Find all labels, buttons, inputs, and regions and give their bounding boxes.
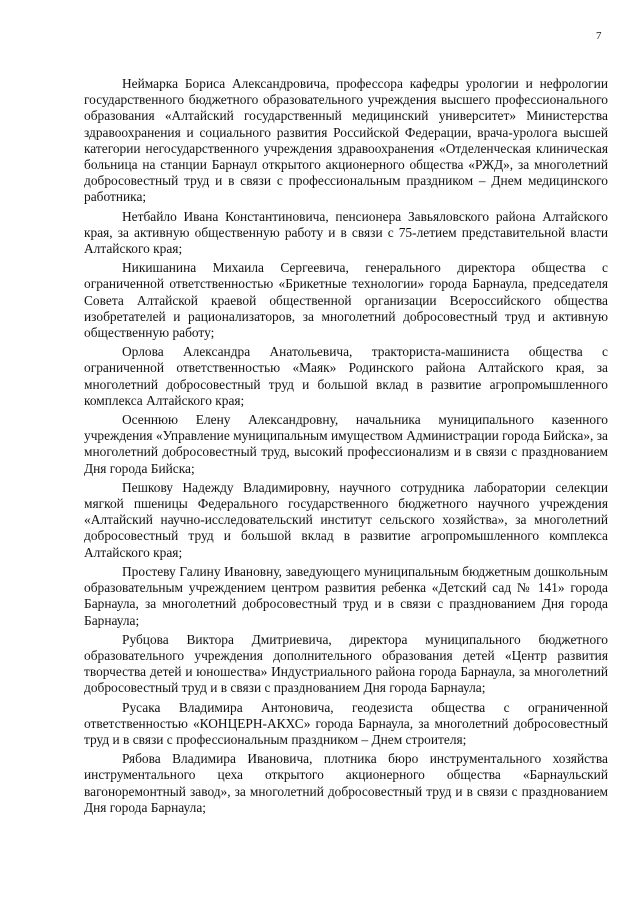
award-paragraph: Рябова Владимира Ивановича, плотника бюро инструментального хозяйства инструментального цеха открытого акционерного общества «Барнаульский вагоноремонтный завод», за многолетний добросовестный труд и в связи с празднованием Дня города Барнаула; xyxy=(84,751,608,815)
award-paragraph: Простеву Галину Ивановну, заведующего муниципальным бюджетным дошкольным образовательным учреждением центром развития ребенка «Детский сад № 141» города Барнаула, за многолетний добросовестный труд и в связи с празднованием Дня города Барнаула; xyxy=(84,563,608,628)
award-paragraph: Осеннюю Елену Александровну, начальника муниципального казенного учреждения «Управление муниципальным имуществом Администрации города Бийска», за многолетний добросовестный труд, высокий профессионализм и в связи с празднованием Дня города Бийска; xyxy=(84,412,608,476)
award-paragraph: Русака Владимира Антоновича, геодезиста общества с ограниченной ответственностью «КОНЦЕРН-АКХС» города Барнаула, за многолетний добросовестный труд и в связи с профессиональным праздником – Днем строителя; xyxy=(84,699,608,747)
document-body xyxy=(84,76,608,816)
award-paragraph: Орлова Александра Анатольевича, тракториста-машиниста общества с ограниченной ответственностью «Маяк» Родинского района Алтайского края, за многолетний добросовестный труд и большой вклад в развитие агропромышленного комплекса Алтайского края; xyxy=(84,344,608,408)
award-paragraph: Никишанина Михаила Сергеевича, генерального директора общества с ограниченной ответственностью «Брикетные технологии» города Барнаула, председателя Совета Алтайской краевой общественной организации Всероссийского общества изобретателей и рационализаторов, за многолетний добросовестный труд и активную общественную работу; xyxy=(84,260,608,341)
award-paragraph: Рубцова Виктора Дмитриевича, директора муниципального бюджетного образовательного учреждения дополнительного образования детей «Центр развития творчества детей и юношества» Индустриального района города Барнаула, за многолетний добросовестный труд и в связи с празднованием Дня города Барнаула; xyxy=(84,631,608,696)
award-paragraph: Пешкову Надежду Владимировну, научного сотрудника лаборатории селекции мягкой пшеницы Федерального государственного бюджетного научного учреждения «Алтайский научно-исследовательский институт сельского хозяйства», за многолетний добросовестный труд и большой вклад в развитие агропромышленного комплекса Алтайского края; xyxy=(84,479,608,560)
page-number: 7 xyxy=(596,30,602,42)
award-paragraph: Нетбайло Ивана Константиновича, пенсионера Завьяловского района Алтайского края, за активную общественную работу и в связи с 75-летием представительной власти Алтайского края; xyxy=(84,208,608,257)
award-paragraph: Неймарка Бориса Александровича, профессора кафедры урологии и нефрологии государственного бюджетного образовательного учреждения высшего профессионального образования «Алтайский государственный медицинский университет» Министерства здравоохранения и социального развития Российской Федерации, врача-уролога высшей категории негосударственного учреждения здравоохранения «Отделенческая клиническая больница на станции Барнаул открытого акционерного общества «РЖД», за многолетний добросовестный труд и в связи с профессиональным праздником – Днем медицинского работника; xyxy=(84,76,608,205)
